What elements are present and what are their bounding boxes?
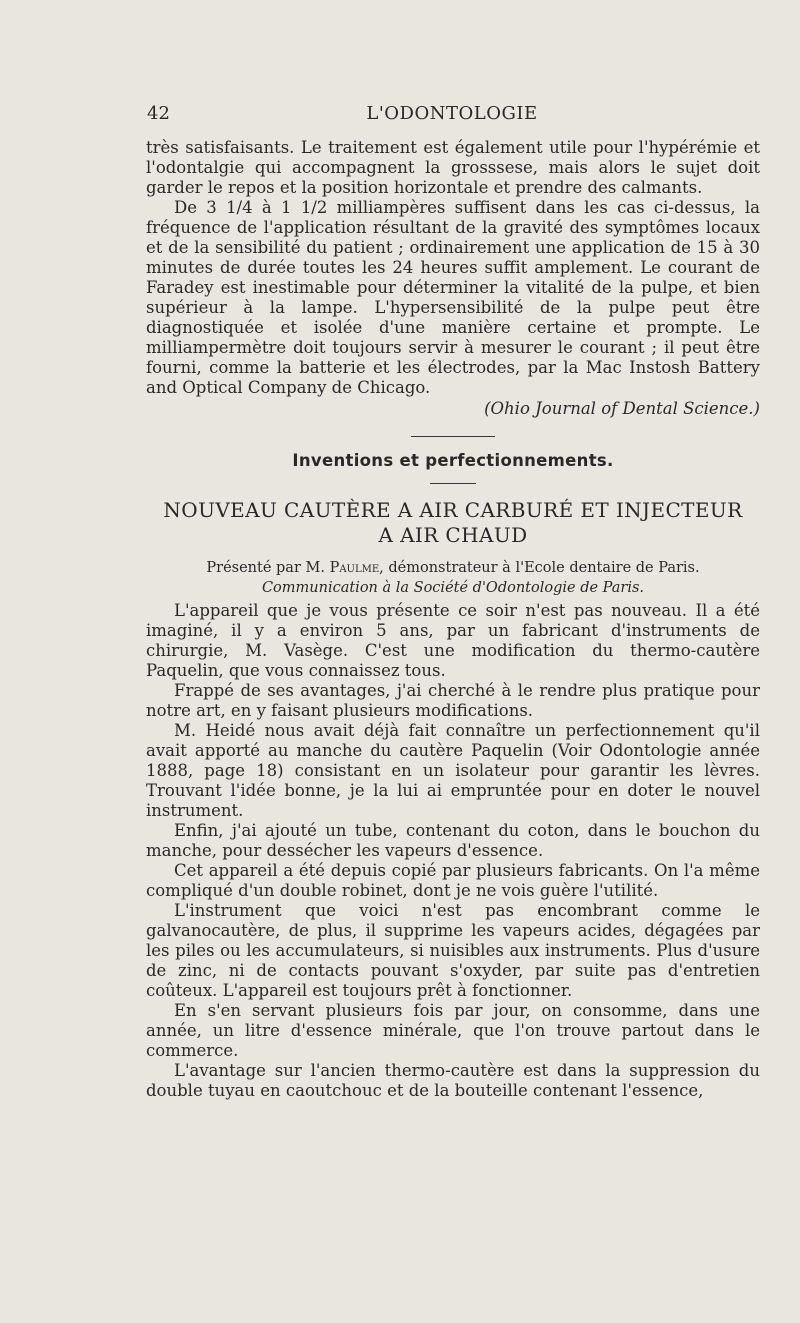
page-number: 42 <box>147 103 170 124</box>
article-paragraph: En s'en servant plusieurs fois par jour, on consomme, dans une année, un litre d'essence minérale, que l'on trouve partout dans le commerce. <box>146 1001 760 1060</box>
byline-author: Paulme <box>329 560 380 576</box>
article-title <box>146 498 760 548</box>
divider-rule-short <box>430 483 476 484</box>
article-paragraph: L'instrument que voici n'est pas encombrant comme le galvanocautère, de plus, il supprime les vapeurs acides, dégagées par les piles ou les accumulateurs, si nuisibles aux instruments. Plus d'usure de zinc, ni de contacts pouvant s'oxyder, par suite pas d'entretien coûteux. L'appareil est toujours prêt à fonctionner. <box>146 901 760 1000</box>
byline-note: Communication à la Société d'Odontologie de Paris. <box>261 580 645 596</box>
section-heading: Inventions et perfectionnements. <box>292 451 614 470</box>
citation: (Ohio Journal of Dental Science.) <box>484 399 760 418</box>
running-title: L'ODONTOLOGIE <box>366 103 538 124</box>
article-paragraph: L'avantage sur l'ancien thermo-cautère est dans la suppression du double tuyau en caoutchouc et de la bouteille contenant l'essence, <box>146 1061 760 1100</box>
body-paragraph: De 3 1/4 à 1 1/2 milliampères suffisent dans les cas ci-dessus, la fréquence de l'application résultant de la gravité des symptômes locaux et de la sensibilité du patient ; ordinairement une application de 15 à 30 minutes de durée toutes les 24 heures suffit amplement. Le courant de Faradey est inestimable pour déterminer la vitalité de la pulpe, et bien supérieur à la lampe. L'hypersensibilité de la pulpe peut être diagnostiquée et isolée d'une manière certaine et prompte. Le milliampermètre doit toujours servir à mesurer le courant ; il peut être fourni, comme la batterie et les électrodes, par la Mac Instosh Battery and Optical Company de Chicago. <box>146 198 760 397</box>
article-paragraph: Cet appareil a été depuis copié par plusieurs fabricants. On l'a même compliqué d'un double robinet, dont je ne vois guère l'utilité. <box>146 861 760 900</box>
article-paragraph: Frappé de ses avantages, j'ai cherché à le rendre plus pratique pour notre art, en y faisant plusieurs modifications. <box>146 681 760 720</box>
article-paragraph: M. Heidé nous avait déjà fait connaître un perfectionnement qu'il avait apporté au manche du cautère Paquelin (Voir Odontologie année 1888, page 18) consistant en un isolateur pour garantir les lèvres. Trouvant l'idée bonne, je la lui ai empruntée pour en doter le nouvel instrument. <box>146 721 760 820</box>
article-title-line-2: A AIR CHAUD <box>378 523 528 547</box>
byline-suffix: , démonstrateur à l'Ecole dentaire de Paris. <box>379 560 700 576</box>
divider-rule <box>411 436 495 437</box>
article-paragraph: L'appareil que je vous présente ce soir n'est pas nouveau. Il a été imaginé, il y a environ 5 ans, par un fabricant d'instruments de chirurgie, M. Vasège. C'est une modification du thermo-cautère Paquelin, que vous connaissez tous. <box>146 601 760 680</box>
continued-paragraph: très satisfaisants. Le traitement est également utile pour l'hypérémie et l'odontalgie qui accompagnent la grosssese, mais alors le sujet doit garder le repos et la position horizontale et prendre des calmants. <box>146 138 760 197</box>
page-header <box>147 103 757 129</box>
article-title-line-1: NOUVEAU CAUTÈRE A AIR CARBURÉ ET INJECTEUR <box>163 498 743 522</box>
article-paragraph: Enfin, j'ai ajouté un tube, contenant du coton, dans le bouchon du manche, pour dessécher les vapeurs d'essence. <box>146 821 760 860</box>
byline <box>146 558 760 578</box>
page-body <box>146 138 760 1101</box>
byline-prefix: Présenté par M. <box>206 560 325 576</box>
